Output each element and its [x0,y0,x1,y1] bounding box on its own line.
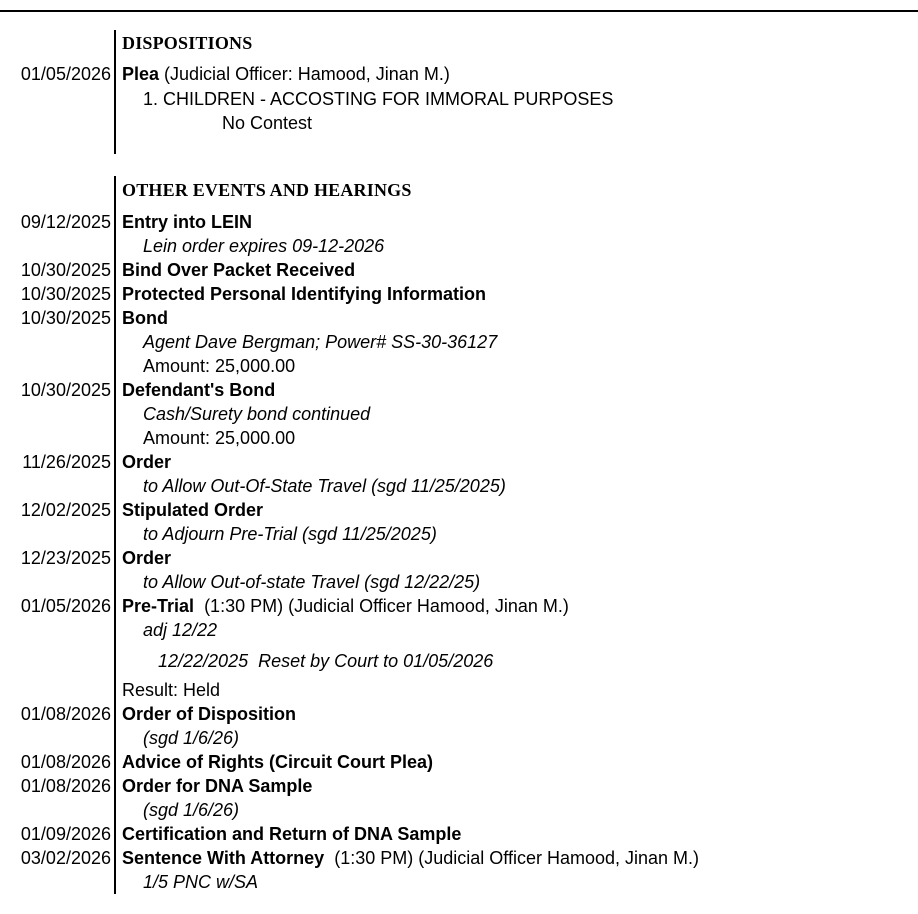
event-note: (sgd 1/6/26) [143,800,240,820]
event-date: 12/23/2025 [20,548,111,568]
event-date: 01/08/2026 [20,752,111,772]
event-reset: 12/22/2025 Reset by Court to 01/05/2026 [158,651,494,671]
event-title: Certification and Return of DNA Sample [122,824,462,844]
disposition-officer: (Judicial Officer: Hamood, Jinan M.) [164,64,450,84]
event-title: Advice of Rights (Circuit Court Plea) [122,752,434,772]
event-result: Result: Held [122,680,221,700]
event-date: 01/09/2026 [20,824,111,844]
event-officer: (Judicial Officer Hamood, Jinan M.) [288,596,569,616]
event-note: Cash/Surety bond continued [143,404,371,424]
event-note: adj 12/22 [143,620,218,640]
event-title: Defendant's Bond [122,380,276,400]
top-rule [0,10,918,12]
event-note: Agent Dave Bergman; Power# SS-30-36127 [143,332,498,352]
event-time: (1:30 PM) [204,596,284,616]
event-title: Order of Disposition [122,704,297,724]
disposition-charge: 1. CHILDREN - ACCOSTING FOR IMMORAL PURPOSES [143,89,614,109]
event-title: Bond [122,308,168,328]
event-note: to Adjourn Pre-Trial (sgd 11/25/2025) [143,524,437,544]
event-date: 10/30/2025 [20,308,111,328]
event-amount: Amount: 25,000.00 [143,428,296,448]
event-title: Order [122,452,172,472]
events-heading: OTHER EVENTS AND HEARINGS [122,180,412,200]
event-date: 10/30/2025 [20,284,111,304]
event-date: 09/12/2025 [20,212,111,232]
event-date: 12/02/2025 [20,500,111,520]
event-note: to Allow Out-Of-State Travel (sgd 11/25/2025) [143,476,506,496]
event-date: 01/08/2026 [20,776,111,796]
event-date: 11/26/2025 [22,452,111,472]
event-title: Order [122,548,172,568]
event-title: Protected Personal Identifying Information [122,284,487,304]
event-title: Entry into LEIN [122,212,252,232]
event-note: Lein order expires 09-12-2026 [143,236,385,256]
dispositions-heading: DISPOSITIONS [122,33,253,53]
event-date: 01/05/2026 [20,596,111,616]
event-date: 03/02/2026 [20,848,111,868]
event-title: Sentence With Attorney [122,848,325,868]
event-date: 10/30/2025 [20,380,111,400]
disposition-title: Plea [122,64,160,84]
event-title: Bind Over Packet Received [122,260,356,280]
event-amount: Amount: 25,000.00 [143,356,296,376]
event-title: Pre-Trial [122,596,195,616]
event-note: 1/5 PNC w/SA [143,872,259,892]
event-time: (1:30 PM) [334,848,414,868]
event-date: 01/08/2026 [20,704,111,724]
disposition-plea: No Contest [222,113,313,133]
disposition-date: 01/05/2026 [20,64,111,84]
event-officer: (Judicial Officer Hamood, Jinan M.) [418,848,700,868]
dispositions-divider [114,30,116,154]
events-divider [114,176,116,894]
event-note: (sgd 1/6/26) [143,728,240,748]
event-note: to Allow Out-of-state Travel (sgd 12/22/25) [143,572,481,592]
event-date: 10/30/2025 [20,260,111,280]
event-title: Stipulated Order [122,500,264,520]
event-title: Order for DNA Sample [122,776,313,796]
